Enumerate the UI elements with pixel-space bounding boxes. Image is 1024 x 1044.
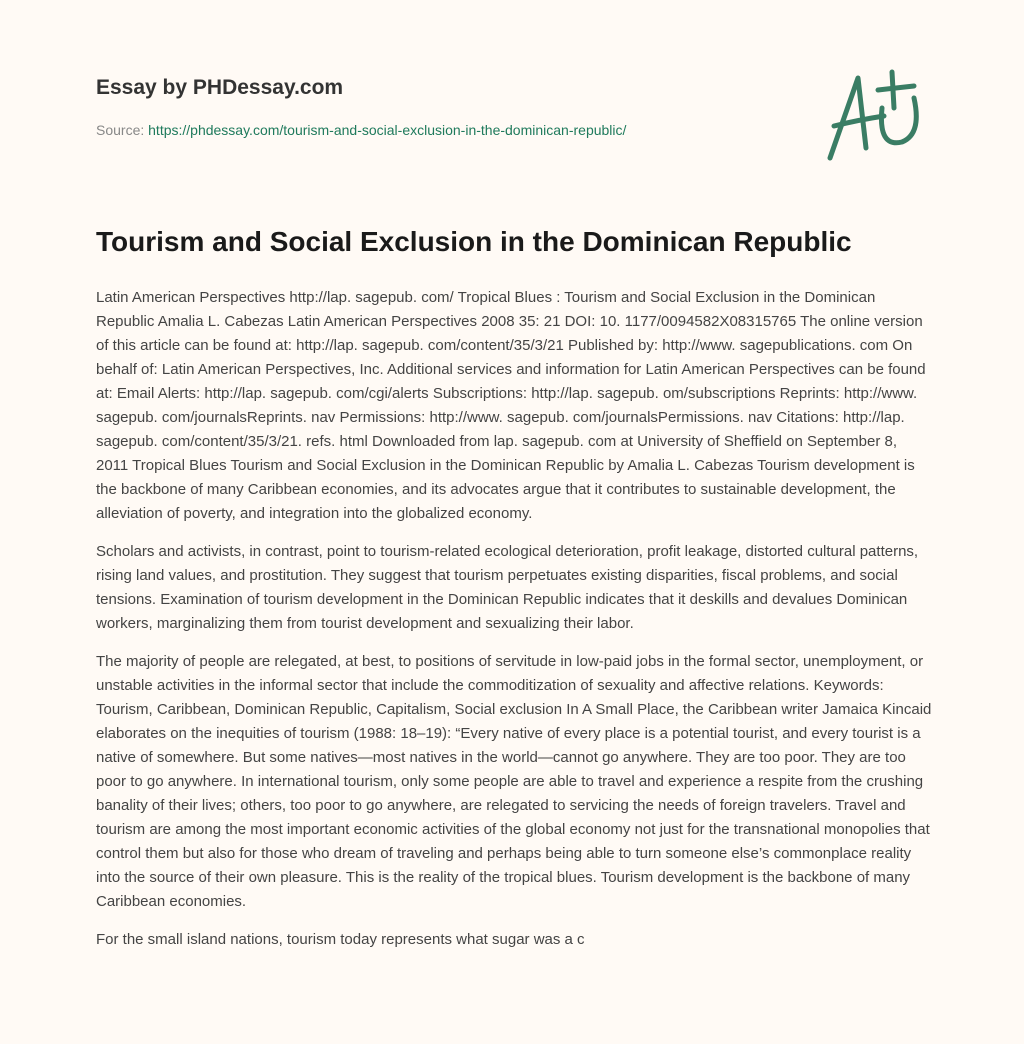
paragraph: Latin American Perspectives http://lap. sagepub. com/ Tropical Blues : Tourism and Social Exclusion in the Dominican Republic Amalia L. Cabezas Latin American Perspectives 2008 35: 21 DOI: 10. 1177/0094582X08315765 The online version of this article can be found at: http://lap. sagepub. com/content/35/3/21 Published by: http://www. sagepublications. com On behalf of: Latin American Perspectives, Inc. Additional services and information for Latin American Perspectives can be found at: Email Alerts: http://lap. sagepub. com/cgi/alerts Subscriptions: http://lap. sagepub. om/subscriptions Reprints: http://www. sagepub. com/journalsReprints. nav Permissions: http://www. sagepub. com/journalsPermissions. nav Citations: http://lap. sagepub. com/content/35/3/21. refs. html Downloaded from lap. sagepub. com at University of Sheffield on September 8, 2011 Tropical Blues Tourism and Social Exclusion in the Dominican Republic by Amalia L. Cabezas Tourism development is the backbone of many Caribbean economies, and its advocates argue that it contributes to sustainable development, the alleviation of poverty, and integration into the globalized economy. xyxy=(96,289,926,522)
source-line xyxy=(96,122,626,138)
paragraph: The majority of people are relegated, at best, to positions of servitude in low-paid jobs in the formal sector, unemployment, or unstable activities in the informal sector that include the commoditization of sexuality and affective relations. Keywords: Tourism, Caribbean, Dominican Republic, Capitalism, Social exclusion In A Small Place, the Caribbean writer Jamaica Kincaid elaborates on the inequities of tourism (1988: 18–19): “Every native of every place is a potential tourist, and every tourist is a native of somewhere. But some natives—most natives in the world—cannot go anywhere. They are too poor. They are too poor to go anywhere. In international tourism, only some people are able to travel and experience a respite from the crushing banality of their lives; others, too poor to go anywhere, are relegated to servicing the needs of foreign travelers. Travel and tourism are among the most important economic activities of the global economy not just for the transnational monopolies that control them but also for those who dream of traveling and perhaps being able to turn someone else’s commonplace reality into the source of their own pleasure. This is the reality of the tropical blues. Tourism development is the backbone of many Caribbean economies. xyxy=(96,653,932,910)
article-body xyxy=(96,286,932,966)
paragraph: For the small island nations, tourism today represents what sugar was a c xyxy=(96,931,585,948)
a-plus-logo-icon xyxy=(822,68,932,168)
brand-title: Essay by PHDessay.com xyxy=(96,76,344,99)
source-label: Source: xyxy=(96,122,145,138)
essay-header xyxy=(96,76,626,138)
article-title: Tourism and Social Exclusion in the Dominican Republic xyxy=(96,226,852,257)
source-link[interactable]: https://phdessay.com/tourism-and-social-exclusion-in-the-dominican-republic/ xyxy=(148,122,627,138)
paragraph: Scholars and activists, in contrast, point to tourism-related ecological deterioration, profit leakage, distorted cultural patterns, rising land values, and prostitution. They suggest that tourism perpetuates existing disparities, fiscal problems, and social tensions. Examination of tourism development in the Dominican Republic indicates that it deskills and devalues Dominican workers, marginalizing them from tourist development and sexualizing their labor. xyxy=(96,543,919,632)
